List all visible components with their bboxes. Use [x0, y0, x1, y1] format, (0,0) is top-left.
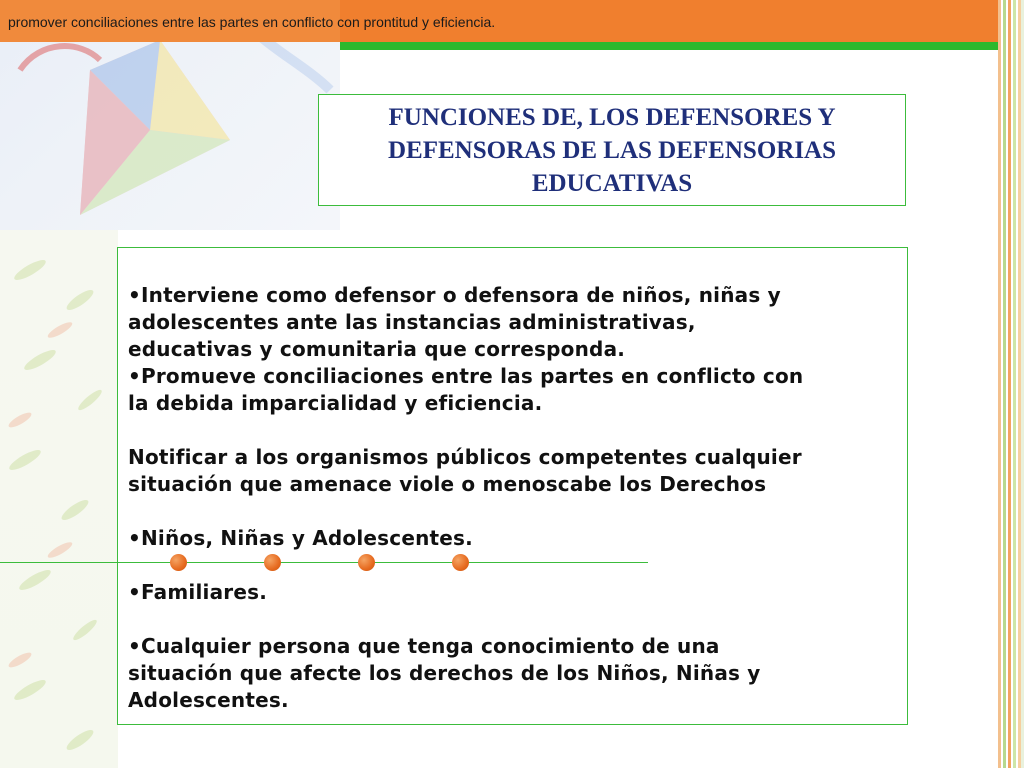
title-box: [318, 94, 906, 206]
spacer: [128, 417, 898, 444]
background-leaves: [0, 230, 118, 768]
title-line: DEFENSORAS DE LAS DEFENSORIAS: [387, 136, 837, 164]
content-box: [117, 247, 908, 725]
spacer: [128, 606, 898, 633]
body-line: situación que amenace viole o menoscabe los Derechos: [128, 472, 767, 496]
body-line: •Promueve conciliaciones entre las partes en conflicto con: [128, 364, 804, 388]
body-line: situación que afecte los derechos de los Niños, Niñas y: [128, 661, 761, 685]
bullet-item: •Cualquier persona que tenga conocimiento de una: [128, 634, 720, 658]
spacer: [128, 498, 898, 525]
body-line: educativas y comunitaria que corresponda.: [128, 337, 626, 361]
body-line: •Interviene como defensor o defensora de niños, niñas y: [128, 283, 781, 307]
title-line: EDUCATIVAS: [531, 169, 693, 197]
decorative-line: [0, 562, 648, 563]
title-line: FUNCIONES DE, LOS DEFENSORES Y: [388, 103, 836, 131]
body-line: la debida imparcialidad y eficiencia.: [128, 391, 543, 415]
orange-dot: [358, 554, 375, 571]
orange-dot: [452, 554, 469, 571]
orange-dot: [264, 554, 281, 571]
content-body: [128, 282, 898, 714]
bullet-item: •Niños, Niñas y Adolescentes.: [128, 526, 473, 550]
top-green-line: [340, 42, 998, 50]
spacer: [128, 552, 898, 579]
header-text: promover conciliaciones entre las partes en conflicto con prontitud y eficiencia.: [8, 14, 496, 30]
body-line: Adolescentes.: [128, 688, 289, 712]
bullet-item: •Familiares.: [128, 580, 268, 604]
body-line: Notificar a los organismos públicos competentes cualquier: [128, 445, 802, 469]
right-stripes: [998, 0, 1024, 768]
leaf-pattern: [0, 230, 118, 768]
slide-title: [374, 101, 850, 200]
orange-dot: [170, 554, 187, 571]
body-line: adolescentes ante las instancias administrativas,: [128, 310, 696, 334]
